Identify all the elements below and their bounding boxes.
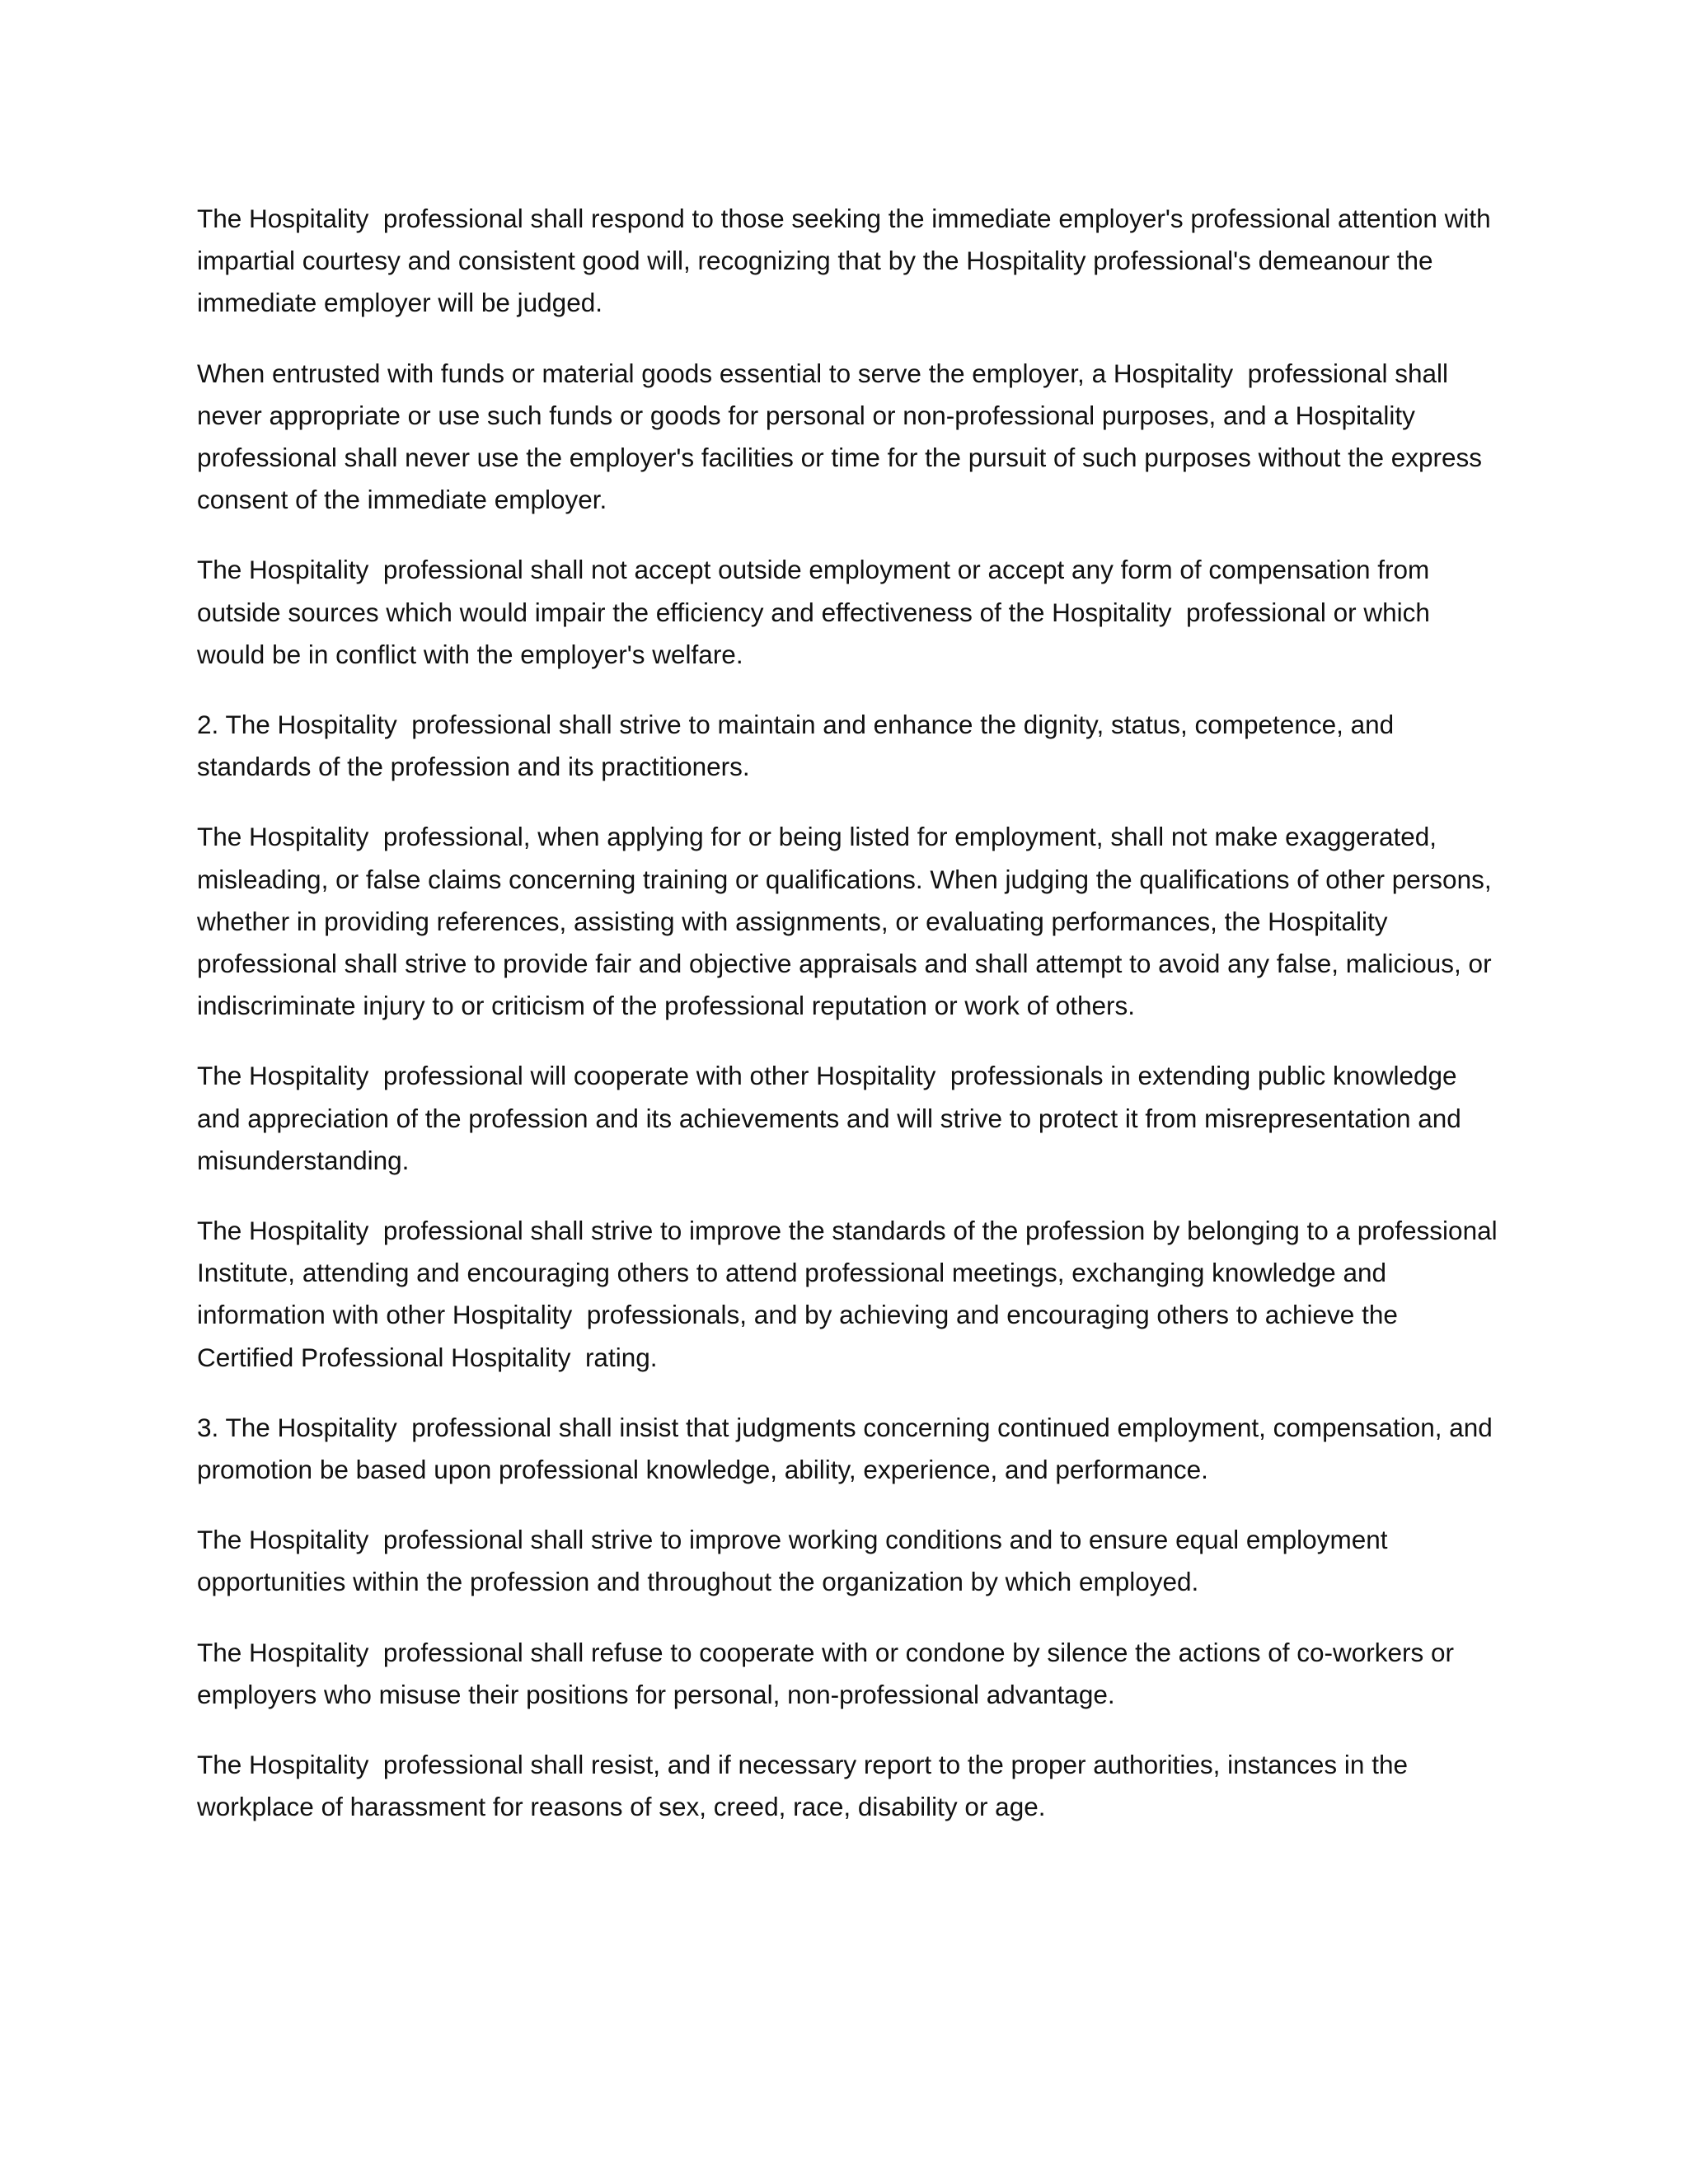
paragraph-2: When entrusted with funds or material goods essential to serve the employer, a Hospitality professional shall never appropriate or use such funds or goods for personal or non-professional purposes, and a Hospitality professional shall never use the employer's facilities or time for the pursuit of such purposes without the express consent of the immediate employer. xyxy=(197,358,1489,515)
paragraph-5: The Hospitality professional, when applying for or being listed for employment, shall not make exaggerated, misleading, or false claims concerning training or qualifications. When judging the qualifications of other persons, whether in providing references, assisting with assignments, or evaluating performances, the Hospitality professional shall strive to provide fair and objective appraisals and shall attempt to avoid any false, malicious, or indiscriminate injury to or criticism of the professional reputation or work of others. xyxy=(197,822,1499,1021)
paragraph-6: The Hospitality professional will cooperate with other Hospitality professionals in extending public knowledge and appreciation of the profession and its achievements and will strive to protect it from misrepresentation and misunderstanding. xyxy=(197,1061,1469,1175)
paragraph-11: The Hospitality professional shall resist, and if necessary report to the proper authorities, instances in the workplace of harassment for reasons of sex, creed, race, disability or age. xyxy=(197,1750,1415,1822)
paragraph-8: 3. The Hospitality professional shall insist that judgments concerning continued employment, compensation, and promotion be based upon professional knowledge, ability, experience, and performance. xyxy=(197,1412,1500,1485)
paragraph-3: The Hospitality professional shall not accept outside employment or accept any form of compensation from outside sources which would impair the efficiency and effectiveness of the Hospitality professional or which would be in conflict with the employer's welfare. xyxy=(197,555,1437,669)
paragraph-7: The Hospitality professional shall strive to improve the standards of the profession by belonging to a professional Institute, attending and encouraging others to attend professional meetings, exchanging knowledge and information with other Hospitality professionals, and by achieving and encouraging others to achieve the Certified Professional Hospitality rating. xyxy=(197,1216,1505,1372)
paragraph-1: The Hospitality professional shall respond to those seeking the immediate employer's professional attention with impartial courtesy and consistent good will, recognizing that by the Hospitality professional's demeanour the immediate employer will be judged. xyxy=(197,204,1498,318)
paragraph-10: The Hospitality professional shall refuse to cooperate with or condone by silence the actions of co-workers or employers who misuse their positions for personal, non-professional advantage. xyxy=(197,1637,1461,1709)
paragraph-9: The Hospitality professional shall strive to improve working conditions and to ensure equal employment opportunities within the profession and throughout the organization by which employed. xyxy=(197,1525,1395,1597)
paragraph-4: 2. The Hospitality professional shall strive to maintain and enhance the dignity, status, competence, and standards of the profession and its practitioners. xyxy=(197,710,1401,782)
document-body xyxy=(197,198,1505,1857)
